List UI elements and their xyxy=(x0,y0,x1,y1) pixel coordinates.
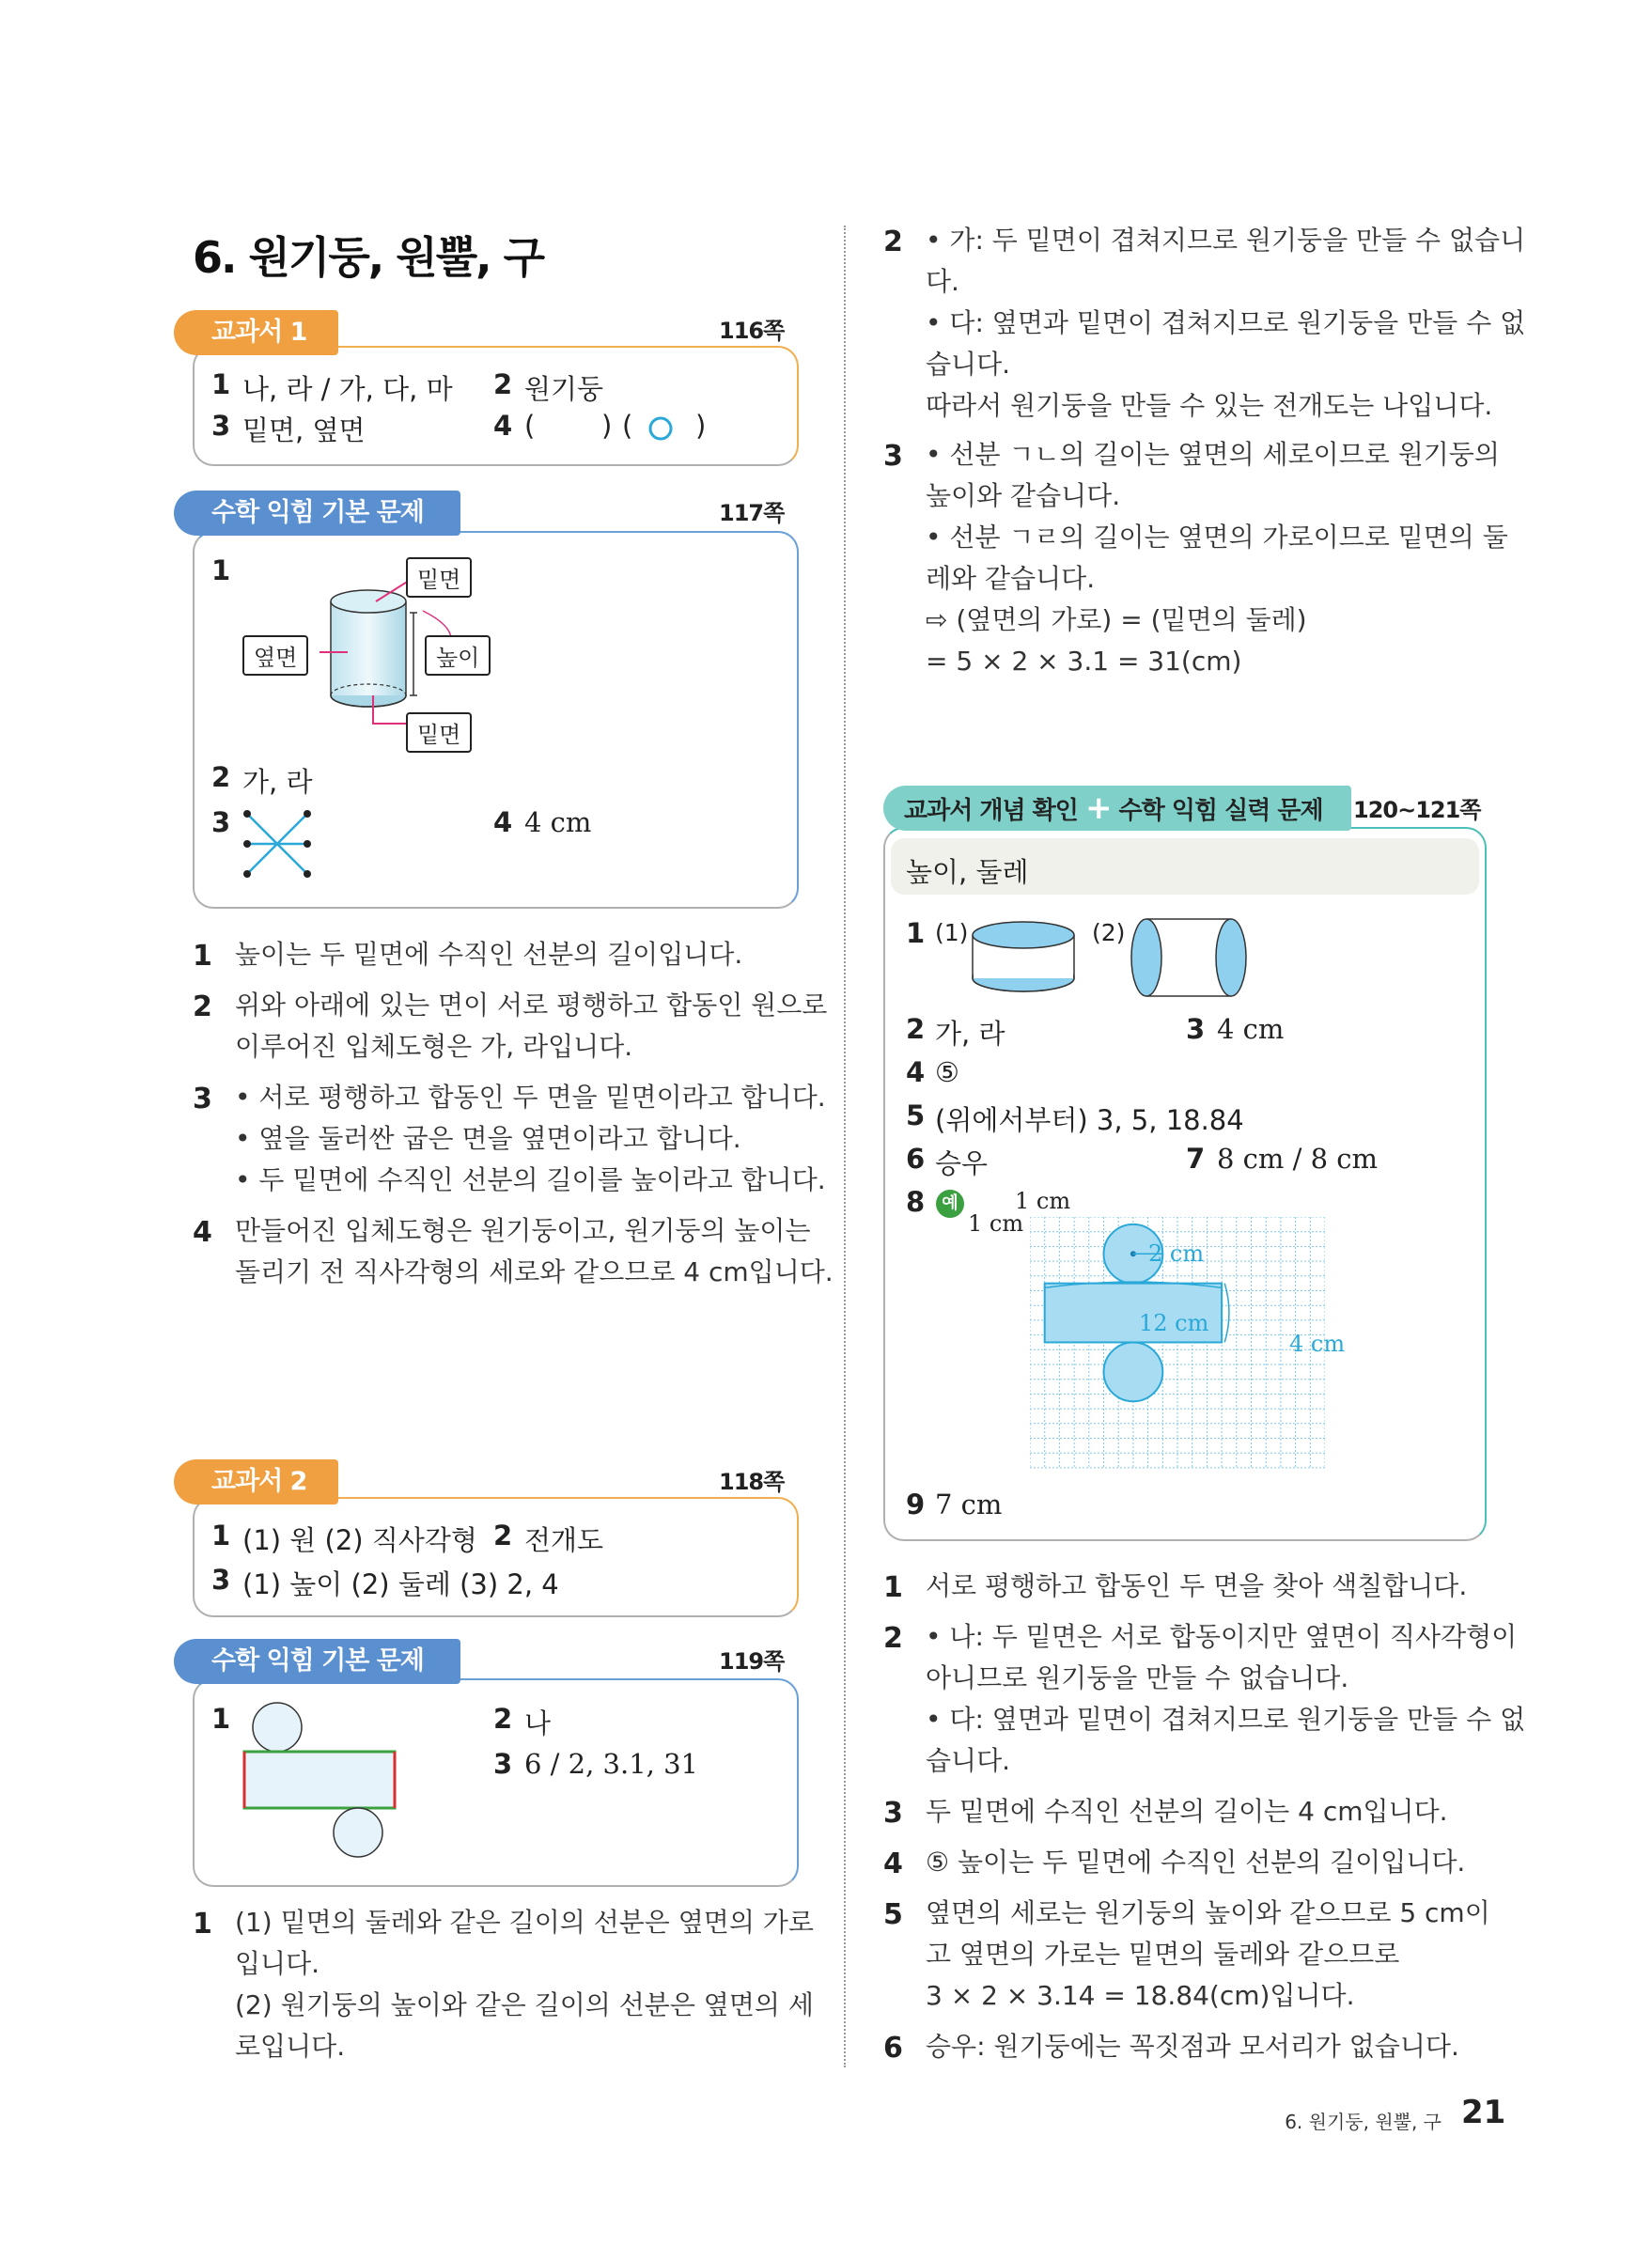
explanation-line: ⑤ 높이는 두 밑면에 수직인 선분의 길이입니다. xyxy=(926,1847,1466,1878)
explanation-line: = 5 × 2 × 3.1 = 31(cm) xyxy=(926,646,1242,677)
answer-text: 4 cm xyxy=(1217,1013,1285,1045)
explanation-line: 돌리기 전 직사각형의 세로와 같으므로 4 cm입니다. xyxy=(235,1256,834,1287)
explanation-line: • 가: 두 밑면이 겹쳐지므로 원기둥을 만들 수 없습니 xyxy=(926,225,1526,256)
circle-mark-icon xyxy=(647,414,675,443)
explanation-line: (1) 밑면의 둘레와 같은 길이의 선분은 옆면의 가로 xyxy=(235,1907,814,1938)
explanation-line: 승우: 원기둥에는 꼭짓점과 모서리가 없습니다. xyxy=(926,2031,1459,2062)
explanation-line: 습니다. xyxy=(926,349,1011,380)
explanation-number: 1 xyxy=(193,1908,212,1941)
explanation-line: 만들어진 입체도형은 원기둥이고, 원기둥의 높이는 xyxy=(235,1215,811,1246)
answer-text: 나, 라 / 가, 다, 마 xyxy=(242,373,453,405)
explanation-number: 3 xyxy=(193,1083,212,1115)
explanation-line: 아니므로 원기둥을 만들 수 없습니다. xyxy=(926,1662,1349,1693)
page-title: 6. 원기둥, 원뿔, 구 xyxy=(193,232,544,283)
answer-text: (1) 원 (2) 직사각형 xyxy=(242,1524,477,1556)
explanation-line: • 다: 옆면과 밑면이 겹쳐지므로 원기둥을 만들 수 없 xyxy=(926,307,1526,338)
explanation-line: • 두 밑면에 수직인 선분의 길이를 높이라고 합니다. xyxy=(235,1164,826,1195)
explanation-line: 입니다. xyxy=(235,1948,320,1979)
concept-page: 120~121쪽 xyxy=(1353,797,1481,823)
explanation-line: 옆면의 세로는 원기둥의 높이와 같으므로 5 cm이 xyxy=(926,1897,1490,1928)
page-number: 21 xyxy=(1461,2094,1506,2131)
explanation-line: 고 옆면의 가로는 밑면의 둘레와 같으므로 xyxy=(926,1939,1400,1970)
answer-number: 2 xyxy=(211,761,231,793)
explanation-line: • 옆을 둘러싼 굽은 면을 옆면이라고 합니다. xyxy=(235,1123,741,1154)
answer-number: 3 xyxy=(493,1748,513,1780)
answer-number: 1 xyxy=(906,917,926,949)
explanation-line: 이루어진 입체도형은 가, 라입니다. xyxy=(235,1031,633,1062)
paren-open: ( xyxy=(524,410,536,442)
concept-keywords: 높이, 둘레 xyxy=(906,856,1029,888)
answer-text: (위에서부터) 3, 5, 18.84 xyxy=(935,1104,1244,1136)
answer-number: 4 xyxy=(493,410,513,442)
explanation-number: 1 xyxy=(193,940,212,973)
answer-number: 3 xyxy=(211,410,231,442)
plus-icon: + xyxy=(1084,789,1112,827)
answer-text: 8 cm / 8 cm xyxy=(1217,1143,1379,1175)
answer-number: 2 xyxy=(493,368,513,400)
answer-text: 나 xyxy=(524,1707,552,1739)
explanation-line: • 선분 ㄱㄴ의 길이는 옆면의 세로이므로 원기둥의 xyxy=(926,439,1500,470)
explanation-line: 위와 아래에 있는 면이 서로 평행하고 합동인 원으로 xyxy=(235,990,828,1021)
explanation-line: 3 × 2 × 3.14 = 18.84(cm)입니다. xyxy=(926,1980,1355,2011)
explanation-number: 4 xyxy=(883,1847,903,1880)
answer-text: 7 cm xyxy=(935,1489,1003,1520)
answer-number: 3 xyxy=(211,806,231,838)
answer-text: 4 cm xyxy=(524,806,592,838)
explanation-line: ⇨ (옆면의 가로) = (밑면의 둘레) xyxy=(926,604,1307,635)
height-label: 4 cm xyxy=(1289,1331,1346,1357)
example-badge: 예 xyxy=(936,1190,964,1218)
answer-number: 5 xyxy=(906,1099,926,1131)
explanation-number: 2 xyxy=(193,990,212,1023)
explanation-line: 따라서 원기둥을 만들 수 있는 전개도는 나입니다. xyxy=(926,390,1493,421)
answer-number: 4 xyxy=(493,806,513,838)
label-base-top: 밑면 xyxy=(406,557,472,598)
explanation-line: 레와 같습니다. xyxy=(926,563,1096,594)
answer-text: 가, 라 xyxy=(935,1018,1005,1050)
height-brace xyxy=(1224,1284,1229,1343)
explanation-number: 6 xyxy=(883,2032,903,2065)
explanation-number: 4 xyxy=(193,1216,212,1249)
concept-tag xyxy=(883,786,1351,831)
sub-label: (2) xyxy=(1092,919,1126,946)
explanation-line: • 선분 ㄱㄹ의 길이는 옆면의 가로이므로 밑면의 둘 xyxy=(926,522,1508,553)
paren-close: ) xyxy=(601,410,613,442)
cylinder-net-diagram xyxy=(235,1699,399,1868)
width-label: 12 cm xyxy=(1139,1310,1209,1336)
answer-number: 1 xyxy=(211,1703,231,1735)
column-divider xyxy=(844,226,846,2067)
answer-text: 밑면, 옆면 xyxy=(242,414,366,446)
basic1-tag: 수학 익힘 기본 문제 xyxy=(174,491,460,536)
explanation-line: 습니다. xyxy=(926,1745,1011,1776)
answer-text: 승우 xyxy=(935,1147,989,1179)
explanation-number: 1 xyxy=(883,1571,903,1604)
answer-number: 1 xyxy=(211,1520,231,1551)
answer-number: 9 xyxy=(906,1489,926,1520)
explanation-line: • 나: 두 밑면은 서로 합동이지만 옆면이 직사각형이 xyxy=(926,1621,1518,1652)
textbook1-page: 116쪽 xyxy=(719,318,785,344)
answer-text: 6 / 2, 3.1, 31 xyxy=(524,1748,699,1780)
answer-number: 6 xyxy=(906,1143,926,1175)
textbook2-tag: 교과서 2 xyxy=(174,1459,338,1504)
basic2-page: 119쪽 xyxy=(719,1648,785,1675)
concept-tag-title-1: 교과서 개념 확인 xyxy=(904,797,1078,825)
paren-close: ) xyxy=(695,410,707,442)
label-height: 높이 xyxy=(425,635,491,676)
explanation-line: (2) 원기둥의 높이와 같은 길이의 선분은 옆면의 세 xyxy=(235,1989,814,2020)
footer-section: 6. 원기둥, 원뿔, 구 xyxy=(1285,2111,1442,2133)
explanation-line: 두 밑면에 수직인 선분의 길이는 4 cm입니다. xyxy=(926,1796,1448,1827)
cylinder-shaded-bases xyxy=(968,916,1081,1001)
explanation-number: 2 xyxy=(883,226,903,258)
label-base-bottom: 밑면 xyxy=(406,712,472,753)
label-side-face: 옆면 xyxy=(242,635,308,676)
concept-tag-title-2: 수학 익힘 실력 문제 xyxy=(1118,797,1323,825)
cylinder-side-shaded-bases xyxy=(1128,913,1259,1003)
answer-number: 2 xyxy=(493,1703,513,1735)
answer-number: 3 xyxy=(211,1564,231,1596)
explanation-line: 다. xyxy=(926,266,959,297)
explanation-number: 3 xyxy=(883,440,903,473)
grid-unit-top: 1 cm xyxy=(1015,1188,1071,1214)
answer-number: 1 xyxy=(211,554,231,586)
matching-lines-diagram xyxy=(240,806,315,881)
sub-label: (1) xyxy=(935,919,969,946)
bottom-base-circle xyxy=(1104,1342,1163,1401)
explanation-line: • 서로 평행하고 합동인 두 면을 밑면이라고 합니다. xyxy=(235,1082,826,1113)
radius-label: 2 cm xyxy=(1148,1240,1205,1267)
basic1-page: 117쪽 xyxy=(719,500,785,526)
basic2-tag: 수학 익힘 기본 문제 xyxy=(174,1639,460,1684)
explanation-number: 2 xyxy=(883,1622,903,1655)
answer-number: 3 xyxy=(1186,1013,1206,1045)
answer-text: 가, 라 xyxy=(242,766,313,798)
explanation-line: 높이와 같습니다. xyxy=(926,480,1121,511)
explanation-line: 서로 평행하고 합동인 두 면을 찾아 색칠합니다. xyxy=(926,1570,1468,1601)
answer-number: 2 xyxy=(906,1013,926,1045)
textbook2-page: 118쪽 xyxy=(719,1469,785,1495)
explanation-number: 5 xyxy=(883,1898,903,1931)
answer-text: (1) 높이 (2) 둘레 (3) 2, 4 xyxy=(242,1568,559,1600)
explanation-line: • 다: 옆면과 밑면이 겹쳐지므로 원기둥을 만들 수 없 xyxy=(926,1704,1526,1735)
explanation-line: 로입니다. xyxy=(235,2031,346,2062)
textbook1-tag: 교과서 1 xyxy=(174,310,338,355)
answer-number: 1 xyxy=(211,368,231,400)
answer-number: 2 xyxy=(493,1520,513,1551)
grid-unit-left: 1 cm xyxy=(968,1210,1024,1237)
explanation-line: 높이는 두 밑면에 수직인 선분의 길이입니다. xyxy=(235,939,743,970)
answer-number: 7 xyxy=(1186,1143,1206,1175)
answer-text: 전개도 xyxy=(524,1524,604,1556)
answer-text: ⑤ xyxy=(935,1056,959,1088)
answer-text: 원기둥 xyxy=(524,373,604,405)
paren-open: ( xyxy=(622,410,633,442)
answer-number: 8 xyxy=(906,1186,926,1218)
answer-number: 4 xyxy=(906,1056,926,1088)
explanation-number: 3 xyxy=(883,1797,903,1830)
